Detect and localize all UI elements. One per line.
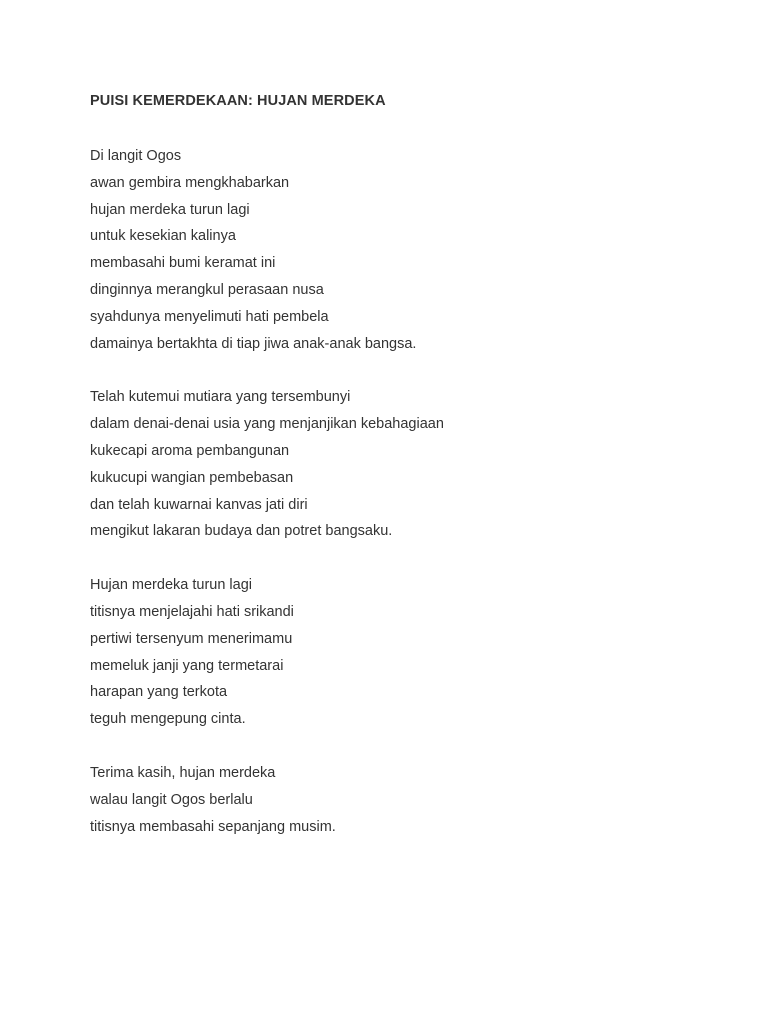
stanza-3 [90, 572, 730, 733]
poem-content [90, 90, 730, 867]
poem-line: teguh mengepung cinta. [90, 711, 246, 728]
poem-line: damainya bertakhta di tiap jiwa anak-anak bangsa. [90, 335, 417, 352]
poem-line: kukecapi aroma pembangunan [90, 442, 290, 459]
poem-line: dinginnya merangkul perasaan nusa [90, 281, 324, 298]
poem-line: dalam denai-denai usia yang menjanjikan kebahagiaan [90, 416, 444, 433]
stanza-4 [90, 760, 730, 840]
poem-line: mengikut lakaran budaya dan potret bangsaku. [90, 523, 393, 540]
stanza-2 [90, 384, 730, 545]
poem-line: untuk kesekian kalinya [90, 228, 236, 245]
poem-line: Terima kasih, hujan merdeka [90, 764, 276, 781]
poem-line: awan gembira mengkhabarkan [90, 174, 290, 191]
poem-line: Di langit Ogos [90, 148, 182, 164]
poem-line: dan telah kuwarnai kanvas jati diri [90, 496, 308, 513]
poem-line: Hujan merdeka turun lagi [90, 577, 253, 594]
poem-line: pertiwi tersenyum menerimamu [90, 630, 293, 647]
poem-line: harapan yang terkota [90, 684, 228, 701]
poem-line: titisnya membasahi sepanjang musim. [90, 818, 336, 835]
poem-line: kukucupi wangian pembebasan [90, 469, 294, 486]
poem-line: membasahi bumi keramat ini [90, 255, 276, 272]
poem-title: PUISI KEMERDEKAAN: HUJAN MERDEKA [90, 93, 386, 109]
poem-line: walau langit Ogos berlalu [90, 791, 253, 808]
poem-line: Telah kutemui mutiara yang tersembunyi [90, 389, 351, 406]
poem-line: titisnya menjelajahi hati srikandi [90, 603, 294, 620]
poem-line: memeluk janji yang termetarai [90, 657, 284, 674]
poem-line: hujan merdeka turun lagi [90, 201, 250, 218]
poem-line: syahdunya menyelimuti hati pembela [90, 308, 329, 325]
stanza-1 [90, 143, 730, 357]
